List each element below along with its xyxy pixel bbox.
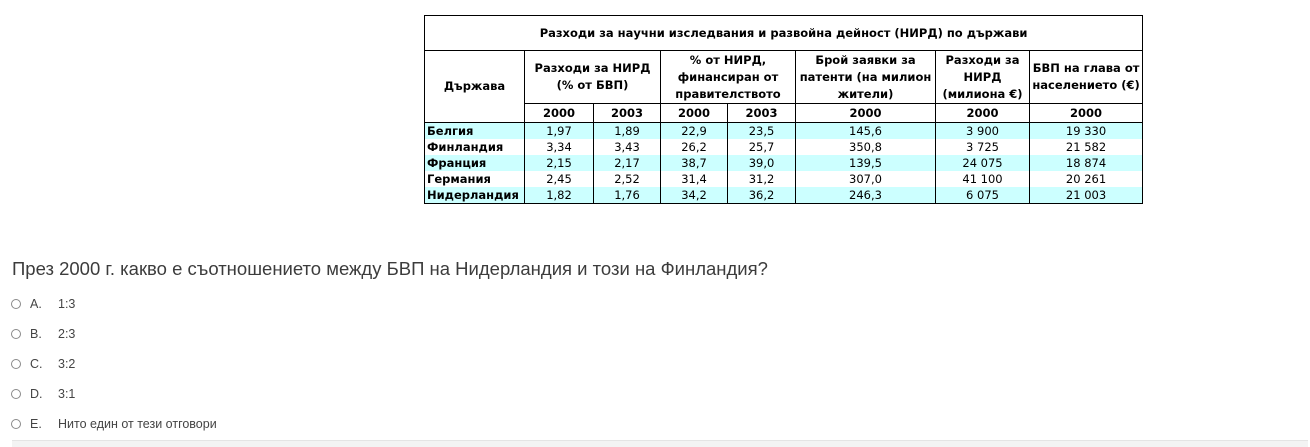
table-title: Разходи за научни изследвания и развойна дейност (НИРД) по държави (425, 16, 1143, 51)
table-cell: 19 330 (1030, 123, 1143, 140)
table-cell: 24 075 (936, 155, 1030, 171)
table-cell: 2,15 (525, 155, 594, 171)
table-cell: 1,97 (525, 123, 594, 140)
table-cell: 31,2 (728, 171, 796, 187)
table-cell: 1,82 (525, 187, 594, 204)
year-header: 2000 (661, 104, 728, 123)
table-cell: 18 874 (1030, 155, 1143, 171)
table-cell: 1,89 (594, 123, 661, 140)
option-label[interactable]: 3:1 (58, 387, 76, 401)
table-cell: 20 261 (1030, 171, 1143, 187)
answer-option-c[interactable] (11, 349, 217, 379)
table-cell: 41 100 (936, 171, 1030, 187)
table-cell: 3 900 (936, 123, 1030, 140)
table-cell: 31,4 (661, 171, 728, 187)
col-header-rd-gov: % от НИРД, финансиран от правителството (661, 51, 796, 104)
table-cell: 23,5 (728, 123, 796, 140)
table-cell: 2,17 (594, 155, 661, 171)
option-letter: C. (30, 357, 43, 371)
question-text: През 2000 г. какво е съотношението между БВП на Нидерландия и този на Финландия? (12, 258, 768, 279)
year-header: 2000 (936, 104, 1030, 123)
option-label[interactable]: 3:2 (58, 357, 76, 371)
table-cell: 3,43 (594, 139, 661, 155)
year-header: 2000 (525, 104, 594, 123)
table-cell: 21 003 (1030, 187, 1143, 204)
radio-button-icon[interactable] (11, 299, 21, 309)
year-header: 2000 (1030, 104, 1143, 123)
country-cell: Белгия (425, 123, 525, 140)
answer-option-a[interactable] (11, 289, 217, 319)
col-header-country: Държава (425, 51, 525, 123)
answer-option-e[interactable] (11, 409, 217, 439)
table-cell: 3 725 (936, 139, 1030, 155)
answer-options (11, 289, 217, 439)
option-letter: D. (30, 387, 43, 401)
table-cell: 26,2 (661, 139, 728, 155)
table-cell: 246,3 (796, 187, 936, 204)
option-letter: A. (30, 297, 42, 311)
country-cell: Франция (425, 155, 525, 171)
table-cell: 38,7 (661, 155, 728, 171)
table-cell: 2,52 (594, 171, 661, 187)
table-cell: 307,0 (796, 171, 936, 187)
table-row (425, 123, 1143, 140)
col-header-rd-gdp: Разходи за НИРД (% от БВП) (525, 51, 661, 104)
col-header-gdp-capita: БВП на глава от населението (€) (1030, 51, 1143, 104)
country-cell: Нидерландия (425, 187, 525, 204)
year-header: 2003 (728, 104, 796, 123)
table-cell: 22,9 (661, 123, 728, 140)
radio-button-icon[interactable] (11, 389, 21, 399)
country-cell: Германия (425, 171, 525, 187)
table-row (425, 187, 1143, 204)
answer-option-b[interactable] (11, 319, 217, 349)
table-cell: 6 075 (936, 187, 1030, 204)
col-header-patents: Брой заявки за патенти (на милион жители) (796, 51, 936, 104)
option-label[interactable]: 2:3 (58, 327, 76, 341)
table-cell: 1,76 (594, 187, 661, 204)
col-header-rd-million: Разходи за НИРД (милиона €) (936, 51, 1030, 104)
year-header: 2000 (796, 104, 936, 123)
option-letter: E. (30, 417, 42, 431)
table-row (425, 155, 1143, 171)
radio-button-icon[interactable] (11, 359, 21, 369)
table-cell: 145,6 (796, 123, 936, 140)
table-cell: 139,5 (796, 155, 936, 171)
table-cell: 350,8 (796, 139, 936, 155)
table-cell: 3,34 (525, 139, 594, 155)
table-cell: 2,45 (525, 171, 594, 187)
country-cell: Финландия (425, 139, 525, 155)
table-cell: 25,7 (728, 139, 796, 155)
option-label[interactable]: 1:3 (58, 297, 76, 311)
table-cell: 21 582 (1030, 139, 1143, 155)
table-row (425, 139, 1143, 155)
table-cell: 36,2 (728, 187, 796, 204)
table-cell: 39,0 (728, 155, 796, 171)
option-label[interactable]: Нито един от тези отговори (58, 417, 217, 431)
rd-data-table (424, 15, 1143, 204)
year-header: 2003 (594, 104, 661, 123)
table-cell: 34,2 (661, 187, 728, 204)
table-row (425, 171, 1143, 187)
radio-button-icon[interactable] (11, 329, 21, 339)
answer-option-d[interactable] (11, 379, 217, 409)
radio-button-icon[interactable] (11, 419, 21, 429)
option-letter: B. (30, 327, 42, 341)
